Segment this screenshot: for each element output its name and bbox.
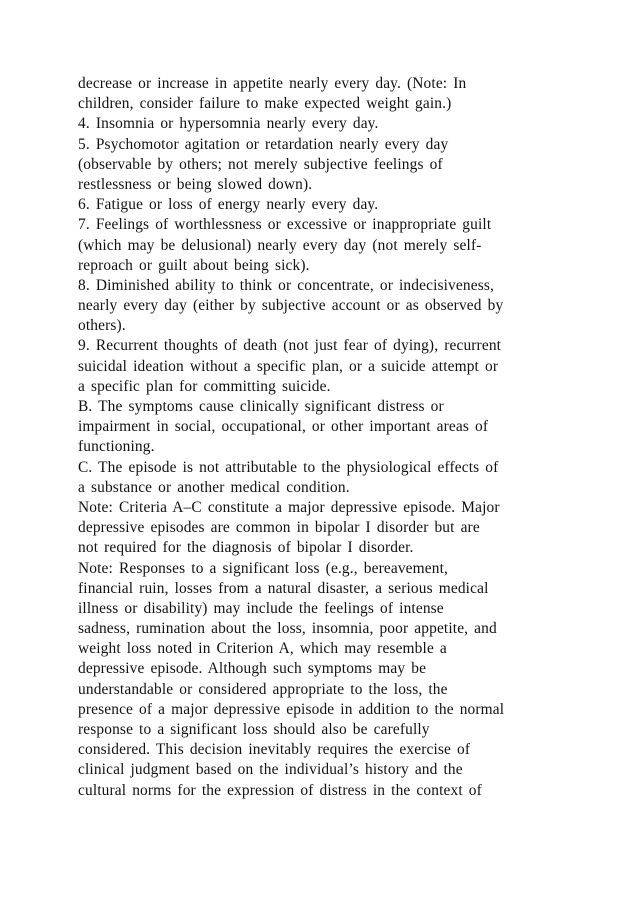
text-line: restlessness or being slowed down). [78,175,313,193]
document-page [78,74,578,801]
text-line: functioning. [78,438,155,456]
text-line: 8. Diminished ability to think or concentrate, or indecisiveness, [78,276,494,294]
text-line: Note: Responses to a significant loss (e.g., bereavement, [78,559,449,577]
text-line: response to a significant loss should also be carefully [78,721,430,738]
text-line: understandable or considered appropriate to the loss, the [78,680,448,698]
text-line: illness or disability) may include the feelings of intense [78,599,444,617]
text-line: 6. Fatigue or loss of energy nearly every day. [78,196,379,214]
text-line: cultural norms for the expression of distress in the context of [78,781,482,799]
text-line: reproach or guilt about being sick). [78,256,310,274]
text-line: financial ruin, losses from a natural disaster, a serious medical [78,579,489,597]
text-line: C. The episode is not attributable to the physiological effects of [78,458,499,476]
text-line: impairment in social, occupational, or other important areas of [78,418,489,436]
text-line: suicidal ideation without a specific plan, or a suicide attempt or [78,357,499,375]
text-line: B. The symptoms cause clinically significant distress or [78,398,444,415]
text-line: 7. Feelings of worthlessness or excessive or inappropriate guilt [78,216,492,234]
text-line: 9. Recurrent thoughts of death (not just fear of dying), recurrent [78,337,502,355]
text-line: decrease or increase in appetite nearly every day. (Note: In [78,75,467,92]
text-line: presence of a major depressive episode in addition to the normal [78,700,505,718]
text-line: (observable by others; not merely subjective feelings of [78,155,443,173]
text-line: nearly every day (either by subjective account or as observed by [78,297,504,315]
text-line: a specific plan for committing suicide. [78,377,331,395]
text-line: considered. This decision inevitably requires the exercise of [78,741,471,759]
text-line: (which may be delusional) nearly every day (not merely self- [78,236,482,254]
text-line: 4. Insomnia or hypersomnia nearly every day. [78,115,379,133]
text-line: 5. Psychomotor agitation or retardation nearly every day [78,135,449,153]
text-line: others). [78,317,126,335]
text-line: depressive episode. Although such symptoms may be [78,660,427,678]
text-line: a substance or another medical condition. [78,478,350,496]
text-line: sadness, rumination about the loss, insomnia, poor appetite, and [78,620,497,638]
text-line: depressive episodes are common in bipolar I disorder but are [78,519,480,537]
text-line: not required for the diagnosis of bipolar I disorder. [78,539,414,557]
text-line: children, consider failure to make expected weight gain.) [78,95,452,113]
text-line: weight loss noted in Criterion A, which may resemble a [78,640,447,658]
text-line: clinical judgment based on the individual’s history and the [78,761,463,779]
text-line: Note: Criteria A–C constitute a major depressive episode. Major [78,498,500,516]
